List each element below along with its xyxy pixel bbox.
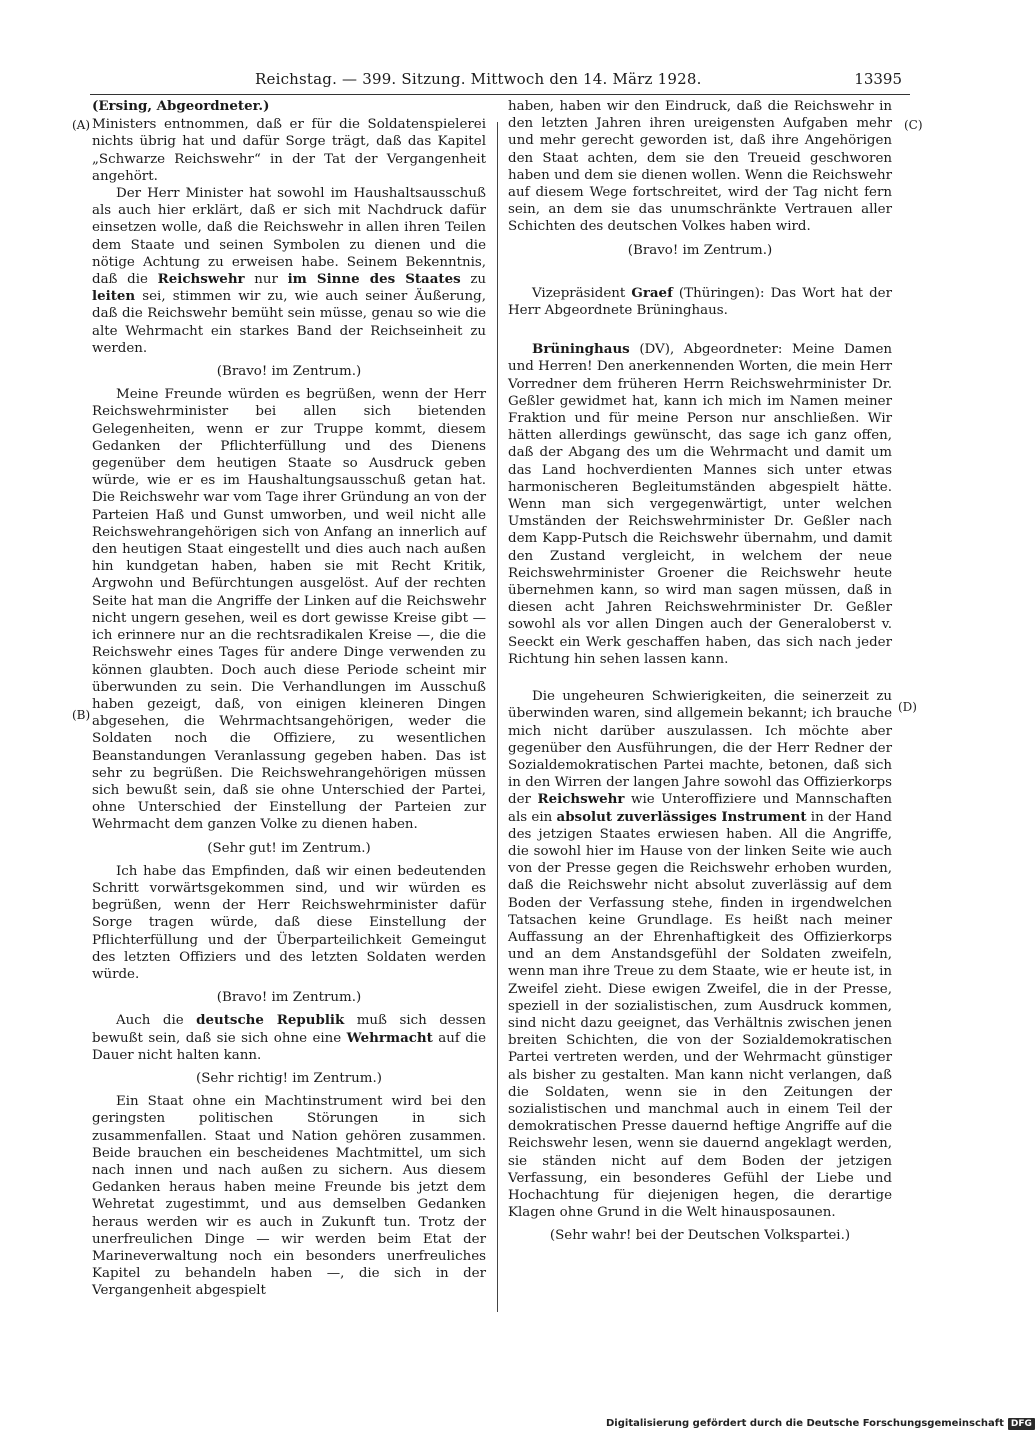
spacer bbox=[508, 265, 892, 285]
paragraph: Der Herr Minister hat sowohl im Haushaltsausschuß als auch hier erklärt, daß er sich mit Nachdruck dafür einsetzen wolle, daß die Reichswehr in allen ihren Teilen dem Staate und seinen Symbolen zu dienen und die nötige Achtung zu erweisen habe. Seinem Bekenntnis, daß die Reichswehr nur im Sinne des Staates zu leiten sei, stimmen wir zu, wie auch seiner Äußerung, daß die Reichswehr bemüht sein müsse, genau so wie die alte Wehrmacht ein starkes Band der Reichseinheit zu werden. bbox=[92, 186, 486, 356]
reaction: (Bravo! im Zentrum.) bbox=[216, 990, 362, 1006]
paragraph: Ministers entnommen, daß er für die Soldatenspielerei nichts übrig hat und dafür Sorge trägt, daß das Kapitel „Schwarze Reichswehr“ in der Tat der Vergangenheit angehört. bbox=[92, 117, 486, 184]
right-column bbox=[508, 98, 892, 1251]
digitization-credit: Digitalisierung gefördert durch die Deutsche Forschungsgemeinschaft DFG bbox=[606, 1418, 1035, 1430]
spacer bbox=[508, 319, 892, 341]
reaction: (Sehr wahr! bei der Deutschen Volkspartei.) bbox=[549, 1228, 851, 1244]
paragraph: Auch die deutsche Republik muß sich dessen bewußt sein, daß sie sich ohne eine Wehrmacht auf die Dauer nicht halten kann. bbox=[92, 1012, 487, 1063]
paragraph: Ich habe das Empfinden, daß wir einen bedeutenden Schritt vorwärtsgekommen sind, und wir würden es begrüßen, wenn der Herr Reichswehrminister dafür Sorge tragen würde, daß diese Einstellung der Pflichterfüllung und der Überparteilichkeit Gemeingut des letzten Offiziers und des letzten Soldaten werden würde. bbox=[92, 863, 486, 982]
reaction: (Bravo! im Zentrum.) bbox=[216, 364, 362, 380]
reaction: (Bravo! im Zentrum.) bbox=[627, 242, 773, 258]
paragraph: Ein Staat ohne ein Machtinstrument wird bei den geringsten politischen Störungen in sich zusammenfallen. Staat und Nation gehören zusammen. Beide brauchen ein bescheidenes Machtmittel, um sich nach innen und nach außen zu sichern. Aus diesem Gedanken heraus haben meine Freunde bis jetzt dem Wehretat zugestimmt, und aus demselben Gedanken heraus werden wir es auch in Zukunft tun. Trotz der unerfreulichen Dinge — wir werden beim Etat der Marineverwaltung noch ein besonders unerfreuliches Kapitel zu behandeln haben —, die sich in der Vergangenheit abgespielt bbox=[92, 1094, 486, 1299]
reaction: (Sehr richtig! im Zentrum.) bbox=[196, 1070, 382, 1086]
spacer bbox=[508, 668, 892, 688]
paragraph: haben, haben wir den Eindruck, daß die Reichswehr in den letzten Jahren ihren ureigensten Aufgaben mehr und mehr gerecht geworden ist, daß ihre Angehörigen den Staat achten, dem sie den Treueid geschworen haben und dem sie dienen wollen. Wenn die Reichswehr auf diesem Wege fortschreitet, wird der Tag nicht fern sein, an dem sie das unumschränkte Vertrauen aller Schichten des deutschen Volkes haben wird. bbox=[508, 99, 892, 235]
vice-president-note: Vizepräsident Graef (Thüringen): Das Wort hat der Herr Abgeordnete Brüninghaus. bbox=[508, 284, 892, 319]
page-number: 13395 bbox=[854, 70, 902, 88]
speaker-continuation: (Ersing, Abgeordneter.) bbox=[92, 98, 270, 114]
margin-mark-b: (B) bbox=[72, 708, 91, 722]
paragraph: Meine Freunde würden es begrüßen, wenn der Herr Reichswehrminister bei allen sich bietenden Gelegenheiten, wenn er zur Truppe kommt, diesem Gedanken der Pflichterfüllung und des Dienens gegenüber dem heutigen Staate so Ausdruck geben würde, wie er es im Haushaltungsausschuß getan hat. Die Reichswehr war vom Tage ihrer Gründung an von der Parteien Haß und Gunst umworben, und weil nicht alle Reichswehrangehörigen sich von Anfang an innerlich auf den heutigen Staat eingestellt und dies auch nach außen hin kundgetan haben, haben sie mit Recht Kritik, Argwohn und Befürchtungen ausgelöst. Auf der rechten Seite hat man die Angriffe der Linken auf die Reichswehr nicht ungern gesehen, weil es dort gewisse Kreise gibt — ich erinnere nur an die rechtsradikalen Kreise —, die die Reichswehr eines Tages für andere Dinge verwenden zu können glaubten. Doch auch diese Periode scheint mir überwunden zu sein. Die Verhandlungen im Ausschuß haben gezeigt, daß, von einigen kleineren Dingen abgesehen, die Wehrmachtsangehörigen, weder die Soldaten noch die Offiziere, zu wesentlichen Beanstandungen Veranlassung gegeben haben. Das ist sehr zu begrüßen. Die Reichswehrangehörigen müssen sich bewußt sein, daß sie ohne Unterschied der Partei, ohne Unterschied der Einstellung der Parteien zur Wehrmacht dem ganzen Volke zu dienen haben. bbox=[92, 387, 486, 833]
dfg-logo: DFG bbox=[1008, 1418, 1035, 1430]
speaker-name: Brüninghaus bbox=[532, 341, 630, 358]
speech-start: Brüninghaus (DV), Abgeordneter: Meine Damen und Herren! Den anerkennenden Worten, die mein Herr Vorredner dem früheren Herrn Reichswehrminister Dr. Geßler gewidmet hat, kann ich mich im Namen meiner Fraktion und für meine Person nur anschließen. Wir hätten allerdings gewünscht, das sage ich ganz offen, daß der Abgang des um die Wehrmacht und damit um das Land hochverdienten Mannes sich unter etwas harmonischeren Begleitumständen abgespielt hätte. Wenn man sich vergegenwärtigt, unter welchen Umständen der Reichswehrminister Dr. Geßler nach dem Kapp-Putsch die Reichswehr übernahm, und damit den Zustand vergleicht, in welchem der neue Reichswehrminister Groener die Reichswehr heute übernehmen kann, so wird man sagen müssen, daß in diesen acht Jahren Reichswehrminister Dr. Geßler sowohl als vor allen Dingen auch der Generaloberst v. Seeckt ein Werk geschaffen haben, das sich nach jeder Richtung hin sehen lassen kann. bbox=[508, 341, 892, 667]
running-head: Reichstag. — 399. Sitzung. Mittwoch den 14. März 1928. bbox=[255, 70, 702, 88]
paragraph: Die ungeheuren Schwierigkeiten, die seinerzeit zu überwinden waren, sind allgemein bekannt; ich brauche mich nicht darüber auszulassen. Ich möchte aber gegenüber den Ausführungen, die der Herr Redner der Sozialdemokratischen Partei machte, betonen, daß sich in den Wirren der langen Jahre sowohl das Offizierkorps der Reichswehr wie Unteroffiziere und Mannschaften als ein absolut zuverlässiges Instrument in der Hand des jetzigen Staates erwiesen haben. All die Angriffe, die sowohl hier im Hause von der linken Seite wie auch von der Presse gegen die Reichswehr erhoben wurden, daß die Reichswehr nicht absolut zuverlässig auf dem Boden der Verfassung stehe, finden in irgendwelchen Tatsachen keine Grundlage. Es heißt nach meiner Auffassung an der Ehrenhaftigkeit des Offizierkorps und an dem Anstandsgefühl der Soldaten zweifeln, wenn man ihre Treue zu dem Staate, wie er heute ist, in Zweifel zieht. Diese ewigen Zweifel, die in der Presse, speziell in der sozialistischen, zum Ausdruck kommen, sind nicht dazu geeignet, das Verhältnis zwischen jenen breiten Schichten, die von der Sozialdemokratischen Partei vertreten werden, und der Wehrmacht günstiger als bisher zu gestalten. Man kann nicht verlangen, daß die Soldaten, wenn sie in den Zeitungen der sozialistischen und manchmal auch in einem Teil der demokratischen Presse dauernd heftige Angriffe auf die Reichswehr lesen, wenn sie dauernd angeklagt werden, sie ständen nicht auf dem Boden der jetzigen Verfassung, ein besonderes Gefühl der Liebe und Hochachtung für diejenigen hegen, die derartige Klagen ohne Grund in die Welt hinausposaunen. bbox=[508, 689, 893, 1221]
margin-mark-d: (D) bbox=[898, 700, 917, 714]
header-rule bbox=[90, 94, 910, 95]
column-divider bbox=[497, 122, 498, 1312]
page-header bbox=[90, 70, 910, 94]
left-column bbox=[92, 98, 486, 1300]
reaction: (Sehr gut! im Zentrum.) bbox=[207, 840, 371, 856]
margin-mark-a: (A) bbox=[72, 118, 91, 132]
margin-mark-c: (C) bbox=[904, 118, 923, 132]
